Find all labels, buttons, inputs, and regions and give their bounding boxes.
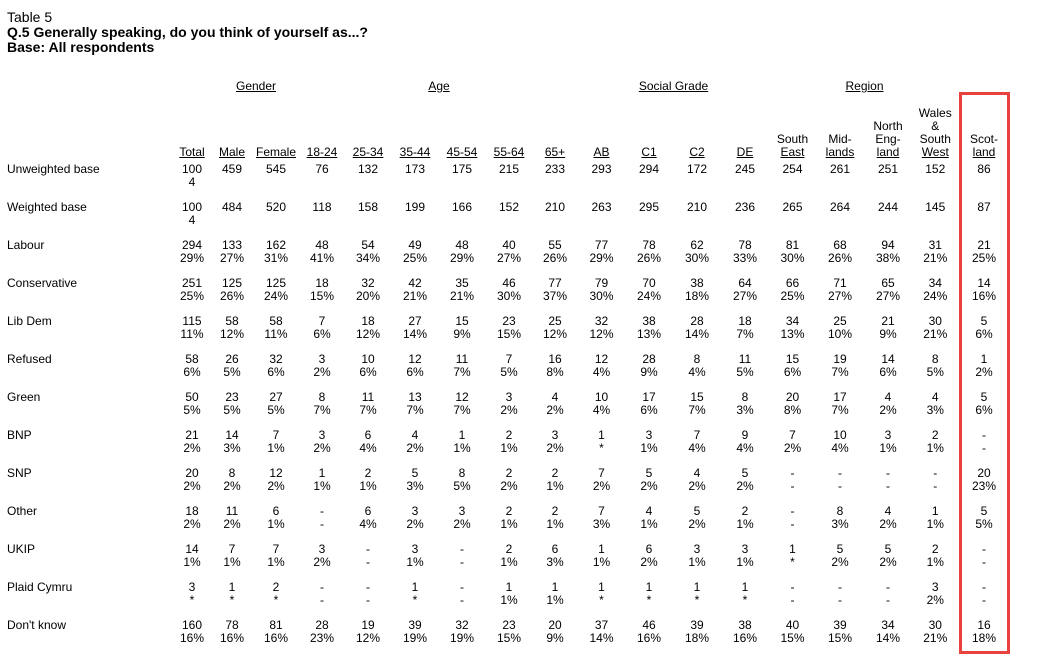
table-cell: 4 2% (688, 465, 706, 493)
table-cell: 12 6% (406, 351, 424, 379)
table-cell: 12 4% (592, 351, 611, 379)
table-cell: 35 21% (449, 275, 475, 303)
table-cell: 46 16% (636, 617, 662, 645)
table-cell: 39 19% (402, 617, 428, 645)
table-row (2, 505, 1008, 543)
table-cell: 3 2% (500, 389, 518, 417)
table-cell: 1 * (598, 579, 605, 607)
table-cell: 77 37% (542, 275, 568, 303)
table-cell: 16 18% (960, 619, 1008, 653)
table-row (2, 201, 1008, 239)
table-cell: 6 4% (359, 503, 377, 531)
table-cell: 158 (357, 199, 379, 214)
table-cell: 15 9% (453, 313, 471, 341)
table-cell: 3 1% (640, 427, 658, 455)
table-cell: 215 (498, 161, 520, 176)
table-cell: 55 26% (542, 237, 568, 265)
table-cell: 25 12% (542, 313, 568, 341)
table-cell: 20 8% (783, 389, 802, 417)
table-cell: 3 * (188, 579, 196, 607)
table-cell: 10 4% (592, 389, 611, 417)
table-cell: - - (838, 465, 842, 493)
table-cell: 152 (498, 199, 520, 214)
table-cell: 58 6% (183, 351, 201, 379)
table-cell: 251 (877, 161, 899, 176)
table-cell: 2 1% (359, 465, 377, 493)
row-label: Labour (7, 237, 45, 252)
table-cell: - - (960, 543, 1008, 581)
table-cell: 12 2% (267, 465, 285, 493)
row-label: Other (7, 503, 38, 518)
table-cell: 1 * (741, 579, 749, 607)
table-cell: 2 1% (546, 465, 564, 493)
table-cell: 1 2% (960, 353, 1008, 391)
table-cell: 46 30% (496, 275, 522, 303)
table-cell: 18 12% (355, 313, 381, 341)
table-cell: 14 3% (223, 427, 241, 455)
table-row (2, 391, 1008, 429)
table-cell: 5 2% (736, 465, 754, 493)
table-cell: 23 15% (496, 617, 522, 645)
table-cell: 42 21% (402, 275, 428, 303)
table-cell: 6 3% (546, 541, 564, 569)
table-cell: - - (460, 579, 464, 607)
table-cell: 8 5% (453, 465, 471, 493)
table-cell: 2 1% (500, 541, 518, 569)
table-cell: 8 7% (313, 389, 331, 417)
row-label: Green (7, 389, 41, 404)
table-cell: 5 3% (406, 465, 424, 493)
table-cell: 3 2% (313, 351, 331, 379)
table-cell: 294 29% (179, 237, 205, 265)
table-cell: 40 27% (496, 237, 522, 265)
table-row (2, 277, 1008, 315)
row-label: Plaid Cymru (7, 579, 73, 594)
table-cell: 70 24% (636, 275, 662, 303)
table-cell: 2 1% (926, 541, 944, 569)
row-label: Conservative (7, 275, 78, 290)
table-cell: 8 4% (688, 351, 706, 379)
group-gender: Gender (235, 79, 277, 93)
group-header-row (2, 78, 1008, 93)
table-cell: 233 (544, 161, 566, 176)
table-cell: 245 (734, 161, 756, 176)
table-cell: 15 7% (688, 389, 706, 417)
table-cell: 13 7% (406, 389, 424, 417)
table-cell: 265 (782, 199, 803, 214)
column-header-2: Female (255, 144, 296, 159)
table-cell: 6 1% (267, 503, 285, 531)
table-cell: 76 (315, 161, 329, 176)
table-cell: 11 5% (736, 351, 754, 379)
table-cell: 7 1% (267, 427, 285, 455)
table-cell: 199 (404, 199, 426, 214)
table-cell: 20 23% (960, 467, 1008, 505)
table-cell: 4 2% (879, 389, 897, 417)
group-age: Age (428, 79, 450, 93)
column-header-12: DE (736, 144, 754, 159)
table-cell: 8 3% (831, 503, 849, 531)
table-cell: - - (790, 465, 795, 493)
table-cell: 65 27% (875, 275, 901, 303)
table-cell: 1 1% (500, 579, 518, 607)
table-row (2, 467, 1008, 505)
table-cell: 133 27% (219, 237, 245, 265)
table-cell: 25 10% (827, 313, 853, 341)
table-cell: 6 4% (359, 427, 377, 455)
table-cell: 1 1% (592, 541, 611, 569)
table-cell: 87 (960, 201, 1008, 239)
table-cell: 86 (960, 163, 1008, 201)
table-cell: 210 (544, 199, 566, 214)
table-cell: 166 (451, 199, 473, 214)
table-heading (7, 10, 368, 55)
table-cell: 5 2% (640, 465, 658, 493)
table-cell: 115 11% (180, 313, 204, 341)
table-cell: 81 30% (780, 237, 805, 265)
table-cell: - - (320, 503, 324, 531)
table-cell: 100 4 (181, 161, 203, 189)
table-cell: 7 2% (592, 465, 611, 493)
column-header-row (2, 93, 1008, 163)
column-header-4: 25-34 (352, 144, 384, 159)
table-cell: - - (838, 579, 842, 607)
table-cell: 3 2% (453, 503, 471, 531)
table-cell: 48 29% (449, 237, 475, 265)
table-cell: 3 2% (406, 503, 424, 531)
table-cell: 2 1% (500, 503, 518, 531)
table-row (2, 429, 1008, 467)
table-cell: 4 3% (926, 389, 944, 417)
table-cell: 30 21% (923, 617, 948, 645)
table-cell: 4 2% (546, 389, 564, 417)
table-cell: 100 4 (181, 199, 203, 227)
table-cell: 5 2% (688, 503, 706, 531)
table-cell: 1 * (411, 579, 419, 607)
table-cell: 210 (686, 199, 708, 214)
table-cell: 5 6% (960, 391, 1008, 429)
table-cell: 27 14% (402, 313, 428, 341)
table-cell: 2 1% (500, 427, 518, 455)
table-cell: 8 3% (736, 389, 754, 417)
table-cell: 293 (591, 161, 612, 176)
table-cell: 1 1% (546, 579, 564, 607)
table-cell: 28 9% (640, 351, 658, 379)
table-row (2, 315, 1008, 353)
table-cell: 8 2% (223, 465, 241, 493)
table-cell: 3 1% (688, 541, 706, 569)
table-cell: 34 13% (780, 313, 805, 341)
table-cell: 3 1% (879, 427, 897, 455)
table-cell: 145 (925, 199, 946, 214)
table-cell: 39 15% (827, 617, 853, 645)
table-cell: 81 16% (263, 617, 289, 645)
table-cell: 38 13% (636, 313, 662, 341)
table-cell: 1 * (598, 427, 605, 455)
table-cell: 23 15% (496, 313, 522, 341)
row-label: BNP (7, 427, 32, 442)
table-cell: 3 2% (546, 427, 564, 455)
table-cell: 48 41% (309, 237, 335, 265)
column-header-17: Scot- land (960, 93, 1008, 163)
table-cell: 66 25% (780, 275, 805, 303)
table-cell: 3 1% (406, 541, 424, 569)
column-header-5: 35-44 (399, 144, 431, 159)
table-cell: 94 38% (875, 237, 901, 265)
table-cell: 4 2% (406, 427, 424, 455)
table-cell: 3 1% (736, 541, 754, 569)
table-cell: 28 23% (309, 617, 335, 645)
table-cell: 2 1% (546, 503, 564, 531)
table-cell: 1 1% (453, 427, 471, 455)
table-cell: 294 (638, 161, 660, 176)
table-cell: 1 * (693, 579, 701, 607)
table-cell: 236 (734, 199, 756, 214)
table-cell: 11 2% (223, 503, 241, 531)
column-header-8: 65+ (544, 144, 566, 159)
table-cell: 152 (925, 161, 946, 176)
table-cell: 7 6% (313, 313, 331, 341)
table-row (2, 619, 1008, 653)
table-cell: 19 12% (355, 617, 381, 645)
table-cell: - - (960, 581, 1008, 619)
column-header-6: 45-54 (446, 144, 478, 159)
table-cell: 18 7% (736, 313, 754, 341)
crosstab-table (2, 78, 1010, 654)
row-label: Weighted base (7, 199, 87, 214)
table-cell: 34 24% (923, 275, 948, 303)
table-cell: 5 6% (960, 315, 1008, 353)
table-cell: 27 5% (267, 389, 285, 417)
table-cell: 20 9% (546, 617, 564, 645)
table-cell: 1 1% (313, 465, 331, 493)
table-number: Table 5 (7, 9, 53, 25)
table-cell: 172 (686, 161, 708, 176)
table-cell: 21 25% (960, 239, 1008, 277)
row-label: SNP (7, 465, 32, 480)
table-cell: 3 2% (313, 427, 331, 455)
table-row (2, 163, 1008, 201)
table-cell: 32 12% (589, 313, 614, 341)
column-header-11: C2 (689, 144, 705, 159)
table-cell: 64 27% (732, 275, 758, 303)
table-cell: 79 30% (589, 275, 614, 303)
table-cell: 3 2% (926, 579, 944, 607)
table-cell: 34 14% (875, 617, 901, 645)
table-cell: 459 (221, 161, 243, 176)
row-label: Lib Dem (7, 313, 52, 328)
table-cell: 251 25% (179, 275, 205, 303)
table-cell: 2 2% (500, 465, 518, 493)
table-cell: 32 6% (267, 351, 285, 379)
table-cell: 2 1% (926, 427, 944, 455)
column-header-9: AB (593, 144, 610, 159)
table-cell: 14 16% (960, 277, 1008, 315)
table-cell: 28 14% (684, 313, 710, 341)
table-cell: 160 16% (179, 617, 205, 645)
table-cell: 263 (591, 199, 612, 214)
table-cell: 16 8% (546, 351, 564, 379)
table-cell: - - (460, 541, 464, 569)
row-label: Unweighted base (7, 161, 100, 176)
column-header-3: 18-24 (306, 144, 338, 159)
table-cell: 68 26% (827, 237, 853, 265)
table-cell: 1 * (789, 541, 796, 569)
table-cell: 254 (782, 161, 803, 176)
table-cell: 39 18% (684, 617, 710, 645)
table-row (2, 581, 1008, 619)
table-cell: - - (886, 465, 890, 493)
table-cell: 7 1% (223, 541, 241, 569)
table-cell: 31 21% (923, 237, 948, 265)
column-header-16: Wales & South West (918, 105, 952, 159)
row-label: Don't know (7, 617, 66, 632)
table-cell: 5 2% (879, 541, 897, 569)
table-cell: 295 (638, 199, 660, 214)
table-cell: 132 (357, 161, 379, 176)
table-cell: 11 7% (453, 351, 471, 379)
table-cell: 78 26% (636, 237, 662, 265)
column-header-15: North Eng- land (873, 118, 903, 159)
table-cell: 14 6% (879, 351, 897, 379)
table-cell: 484 (221, 199, 243, 214)
table-cell: 4 1% (640, 503, 658, 531)
table-row (2, 543, 1008, 581)
table-row (2, 239, 1008, 277)
table-cell: 9 4% (736, 427, 754, 455)
table-cell: 175 (451, 161, 473, 176)
table-cell: 54 34% (355, 237, 381, 265)
table-cell: 12 7% (453, 389, 471, 417)
table-cell: 15 6% (783, 351, 802, 379)
table-row (2, 353, 1008, 391)
table-cell: 2 1% (736, 503, 754, 531)
table-cell: 5 5% (960, 505, 1008, 543)
table-cell: 58 12% (219, 313, 245, 341)
table-cell: 4 2% (879, 503, 897, 531)
table-cell: 10 4% (831, 427, 849, 455)
table-cell: 125 24% (263, 275, 289, 303)
table-cell: - - (366, 579, 370, 607)
table-cell: 244 (877, 199, 899, 214)
table-cell: 5 2% (831, 541, 849, 569)
table-cell: 545 (265, 161, 287, 176)
base-text: Base: All respondents (7, 39, 155, 55)
table-cell: 30 21% (923, 313, 948, 341)
table-cell: 14 1% (183, 541, 201, 569)
row-label: UKIP (7, 541, 36, 556)
table-cell: 8 5% (926, 351, 944, 379)
column-header-10: C1 (641, 144, 657, 159)
table-cell: 17 7% (831, 389, 849, 417)
column-header-14: Mid- lands (825, 131, 855, 159)
table-cell: 21 9% (879, 313, 897, 341)
table-cell: 32 19% (449, 617, 475, 645)
table-cell: 20 2% (183, 465, 201, 493)
table-cell: 3 2% (313, 541, 331, 569)
table-cell: 1 1% (926, 503, 944, 531)
table-cell: 1 * (228, 579, 236, 607)
table-cell: 78 33% (732, 237, 758, 265)
column-header-7: 55-64 (493, 144, 525, 159)
table-cell: 78 16% (219, 617, 245, 645)
table-cell: 7 2% (783, 427, 802, 455)
table-cell: 40 15% (780, 617, 805, 645)
group-region: Region (845, 79, 884, 93)
table-cell: 125 26% (219, 275, 245, 303)
table-cell: 118 (312, 199, 332, 214)
table-cell: - - (366, 541, 370, 569)
table-cell: - - (886, 579, 890, 607)
table-cell: 10 6% (359, 351, 377, 379)
table-cell: 21 2% (183, 427, 201, 455)
table-cell: - - (790, 503, 795, 531)
table-cell: 38 18% (684, 275, 710, 303)
column-header-13: South East (776, 131, 809, 159)
column-header-0: Total (179, 144, 205, 159)
table-cell: 2 * (272, 579, 280, 607)
table-cell: 11 7% (359, 389, 377, 417)
table-cell: 49 25% (402, 237, 428, 265)
row-label: Refused (7, 351, 52, 366)
table-cell: 19 7% (831, 351, 849, 379)
table-cell: 17 6% (640, 389, 658, 417)
table-cell: 162 31% (263, 237, 289, 265)
table-cell: 32 20% (355, 275, 381, 303)
table-cell: 1 * (645, 579, 653, 607)
table-cell: 26 5% (223, 351, 241, 379)
table-cell: 23 5% (223, 389, 241, 417)
column-header-1: Male (218, 144, 245, 159)
table-cell: - - (320, 579, 324, 607)
table-cell: 7 3% (592, 503, 611, 531)
table-cell: 18 15% (309, 275, 335, 303)
table-cell: 38 16% (732, 617, 758, 645)
table-body (2, 163, 1008, 653)
table-cell: - - (933, 465, 938, 493)
table-cell: 261 (829, 161, 851, 176)
table-cell: - - (790, 579, 795, 607)
table-cell: 520 (265, 199, 287, 214)
table-cell: 7 4% (688, 427, 706, 455)
table-cell: - - (960, 429, 1008, 467)
table-cell: 37 14% (589, 617, 614, 645)
table-cell: 7 5% (500, 351, 518, 379)
table-cell: 7 1% (267, 541, 285, 569)
question-text: Q.5 Generally speaking, do you think of yourself as...? (7, 24, 368, 40)
group-social-grade: Social Grade (638, 79, 709, 93)
table-cell: 264 (829, 199, 851, 214)
table-cell: 173 (404, 161, 426, 176)
table-cell: 6 2% (640, 541, 658, 569)
table-cell: 50 5% (183, 389, 201, 417)
table-cell: 62 30% (684, 237, 710, 265)
table-cell: 58 11% (264, 313, 288, 341)
table-cell: 77 29% (589, 237, 614, 265)
table-cell: 18 2% (183, 503, 201, 531)
table-cell: 71 27% (827, 275, 853, 303)
